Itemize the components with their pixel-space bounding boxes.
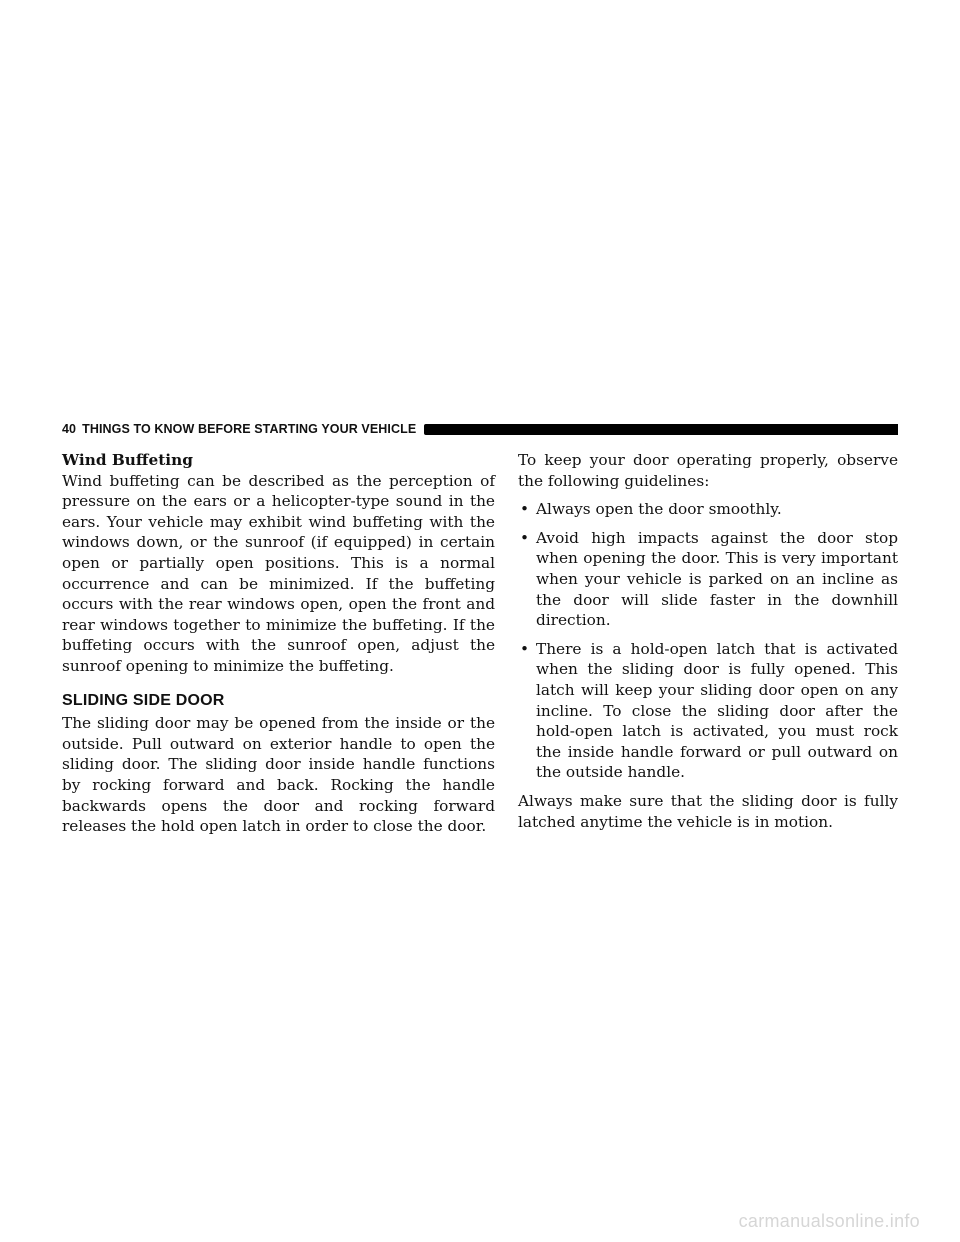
watermark: carmanualsonline.info <box>738 1211 920 1231</box>
bullet-icon: • <box>520 500 530 519</box>
guidelines-intro: To keep your door operating properly, observe the following guidelines: <box>518 451 898 490</box>
header-rule-bar <box>424 424 898 435</box>
guidelines-list <box>518 499 898 783</box>
wind-buffeting-heading: Wind Buffeting <box>62 451 193 469</box>
left-column <box>62 450 495 837</box>
right-column <box>518 450 898 832</box>
list-item <box>518 639 898 783</box>
bullet-icon: • <box>520 528 530 547</box>
bullet-icon: • <box>520 639 530 658</box>
list-item-text: Always open the door smoothly. <box>536 500 782 519</box>
running-section-title: THINGS TO KNOW BEFORE STARTING YOUR VEHICLE <box>82 422 417 436</box>
sliding-side-door-heading: SLIDING SIDE DOOR <box>62 691 225 709</box>
sliding-door-paragraph: The sliding door may be opened from the inside or the outside. Pull outward on exterior handle to open the sliding door. The sliding door inside handle functions by rocking forward and back. Rocking the handle backwards opens the door and rocking forward releases the hold open latch in order to close the door. <box>62 714 495 836</box>
list-item-text: Avoid high impacts against the door stop when opening the door. This is very important when your vehicle is parked on an incline as the door will slide faster in the downhill direction. <box>536 528 898 630</box>
list-item-text: There is a hold-open latch that is activated when the sliding door is fully opened. This latch will keep your sliding door open on any incline. To close the sliding door after the hold-open latch is activated, you must rock the inside handle forward or pull outward on the outside handle. <box>536 639 898 782</box>
list-item <box>518 528 898 631</box>
page-header <box>62 420 898 438</box>
list-item <box>518 499 898 520</box>
closing-paragraph: Always make sure that the sliding door is fully latched anytime the vehicle is in motion. <box>518 791 898 831</box>
page-number: 40 <box>62 422 77 436</box>
wind-buffeting-paragraph: Wind buffeting can be described as the perception of pressure on the ears or a helicopter-type sound in the ears. Your vehicle may exhibit wind buffeting with the windows down, or the sunroof (if equipped) in certain open or partially open positions. This is a normal occurrence and can be minimized. If the buffeting occurs with the rear windows open, open the front and rear windows together to minimize the buffeting. If the buffeting occurs with the sunroof open, adjust the sunroof opening to minimize the buffeting. <box>62 471 495 675</box>
